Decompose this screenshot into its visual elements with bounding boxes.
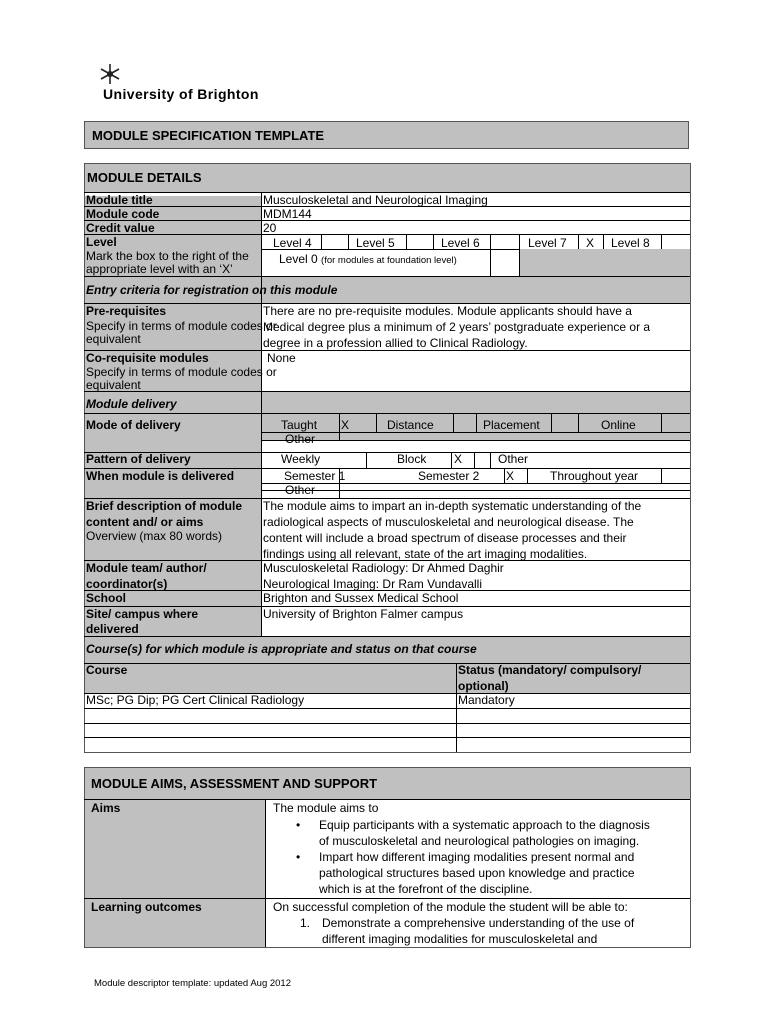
prereq-text-line: There are no pre-requisite modules. Module applicants should have a bbox=[263, 304, 632, 318]
module-team-line: Musculoskeletal Radiology: Dr Ahmed Daghir bbox=[263, 561, 504, 575]
template-title: MODULE SPECIFICATION TEMPLATE bbox=[84, 121, 689, 149]
module-code-value: MDM144 bbox=[263, 207, 312, 221]
course-row-status: Mandatory bbox=[458, 693, 515, 707]
mode-distance: Distance bbox=[387, 418, 434, 432]
when-semester-1: Semester 1 bbox=[284, 469, 346, 483]
school-value: Brighton and Sussex Medical School bbox=[263, 591, 459, 605]
aims-intro: The module aims to bbox=[273, 801, 379, 815]
level-hint-line: Mark the box to the right of the bbox=[86, 249, 249, 263]
module-details-heading: MODULE DETAILS bbox=[87, 170, 202, 185]
mode-taught-mark[interactable]: X bbox=[341, 418, 350, 432]
when-semester-2: Semester 2 bbox=[418, 469, 480, 483]
mode-of-delivery-label: Mode of delivery bbox=[86, 418, 181, 432]
pattern-block-mark[interactable]: X bbox=[454, 452, 463, 466]
module-code-label: Module code bbox=[86, 207, 160, 221]
learning-outcome-line: different imaging modalities for musculoskeletal and bbox=[322, 932, 598, 946]
level-0-option: Level 0 bbox=[279, 252, 318, 266]
aim-bullet-line: of musculoskeletal and neurological pathologies on imaging. bbox=[319, 834, 640, 848]
module-delivery-heading: Module delivery bbox=[86, 397, 177, 411]
module-team-line: Neurological Imaging: Dr Ram Vundavalli bbox=[263, 577, 482, 591]
prereq-hint-line: equivalent bbox=[86, 332, 141, 346]
entry-criteria-heading: Entry criteria for registration on this module bbox=[86, 283, 338, 297]
prereq-text-line: Medical degree plus a minimum of 2 years’ postgraduate experience or a bbox=[263, 320, 651, 334]
coreq-label: Co-requisite modules bbox=[86, 351, 209, 365]
module-title-value: Musculoskeletal and Neurological Imaging bbox=[263, 193, 488, 207]
pattern-weekly: Weekly bbox=[281, 452, 321, 466]
brief-description-label: content and/ or aims bbox=[86, 515, 204, 529]
brief-text-line: radiological aspects of musculoskeletal and neurological disease. The bbox=[263, 515, 634, 529]
brief-description-label: Brief description of module bbox=[86, 499, 243, 513]
credit-value: 20 bbox=[263, 221, 277, 235]
brief-hint: Overview (max 80 words) bbox=[86, 529, 223, 543]
pattern-block: Block bbox=[397, 452, 427, 466]
coreq-hint-line: Specify in terms of module codes or bbox=[86, 365, 277, 379]
courses-heading: Course(s) for which module is appropriate and status on that course bbox=[86, 642, 477, 656]
module-team-label: Module team/ author/ bbox=[86, 561, 207, 575]
brief-text-line: findings using all relevant, state of the art imaging modalities. bbox=[263, 547, 588, 561]
coreq-hint-line: equivalent bbox=[86, 378, 141, 392]
when-semester-2-mark[interactable]: X bbox=[506, 469, 515, 483]
brief-text-line: The module aims to impart an in-depth systematic understanding of the bbox=[263, 499, 642, 513]
aim-bullet-line: which is at the forefront of the discipline. bbox=[319, 882, 533, 896]
module-team-label: coordinator(s) bbox=[86, 577, 168, 591]
aim-bullet-line: Impart how different imaging modalities present normal and bbox=[319, 850, 635, 864]
aim-bullet-line: pathological structures based upon knowledge and practice bbox=[319, 866, 635, 880]
course-column-header: Course bbox=[86, 663, 128, 677]
pattern-other: Other bbox=[498, 452, 529, 466]
when-delivered-label: When module is delivered bbox=[86, 469, 235, 483]
level-0-note: (for modules at foundation level) bbox=[321, 255, 457, 266]
level-5-option: Level 5 bbox=[356, 236, 395, 250]
prereq-hint-line: Specify in terms of module codes or bbox=[86, 319, 277, 333]
site-label: Site/ campus where bbox=[86, 607, 199, 621]
prereq-text-line: degree in a profession allied to Clinical Radiology. bbox=[263, 336, 528, 350]
module-aims-table bbox=[84, 767, 690, 947]
when-throughout-year: Throughout year bbox=[550, 469, 639, 483]
star-icon bbox=[98, 62, 122, 86]
bullet-icon: • bbox=[296, 818, 301, 832]
learning-outcome-number: 1. bbox=[300, 916, 311, 930]
coreq-text: None bbox=[267, 351, 296, 365]
level-7-option: Level 7 bbox=[528, 236, 567, 250]
school-label: School bbox=[86, 591, 127, 605]
mode-other: Other bbox=[285, 432, 316, 446]
site-value: University of Brighton Falmer campus bbox=[263, 607, 464, 621]
footer-note: Module descriptor template: updated Aug 2012 bbox=[94, 978, 291, 989]
when-other: Other bbox=[285, 483, 316, 497]
level-7-mark[interactable]: X bbox=[586, 236, 595, 250]
level-4-option: Level 4 bbox=[273, 236, 312, 250]
module-details-table bbox=[84, 163, 690, 752]
aims-section-heading: MODULE AIMS, ASSESSMENT AND SUPPORT bbox=[91, 776, 378, 791]
pattern-label: Pattern of delivery bbox=[86, 452, 191, 466]
level-8-option: Level 8 bbox=[611, 236, 650, 250]
mode-placement: Placement bbox=[483, 418, 540, 432]
mode-taught: Taught bbox=[281, 418, 318, 432]
course-row-course: MSc; PG Dip; PG Cert Clinical Radiology bbox=[86, 693, 305, 707]
level-hint-line: appropriate level with an ‘X’ bbox=[86, 262, 233, 276]
status-column-header: optional) bbox=[458, 679, 509, 693]
level-6-option: Level 6 bbox=[441, 236, 480, 250]
level-label: Level bbox=[86, 235, 117, 249]
aims-label: Aims bbox=[91, 801, 121, 815]
learning-outcomes-label: Learning outcomes bbox=[91, 900, 202, 914]
credit-value-label: Credit value bbox=[86, 221, 155, 235]
status-column-header: Status (mandatory/ compulsory/ bbox=[458, 663, 642, 677]
mode-online: Online bbox=[601, 418, 636, 432]
learning-outcome-line: Demonstrate a comprehensive understanding of the use of bbox=[322, 916, 635, 930]
brief-text-line: content will include a broad spectrum of disease processes and their bbox=[263, 531, 627, 545]
module-title-label: Module title bbox=[86, 193, 153, 207]
prereq-label: Pre-requisites bbox=[86, 304, 167, 318]
university-logo-text: University of Brighton bbox=[103, 86, 259, 102]
aim-bullet-line: Equip participants with a systematic approach to the diagnosis bbox=[319, 818, 650, 832]
bullet-icon: • bbox=[296, 850, 301, 864]
site-label: delivered bbox=[86, 622, 139, 636]
learning-outcomes-intro: On successful completion of the module the student will be able to: bbox=[273, 900, 628, 914]
